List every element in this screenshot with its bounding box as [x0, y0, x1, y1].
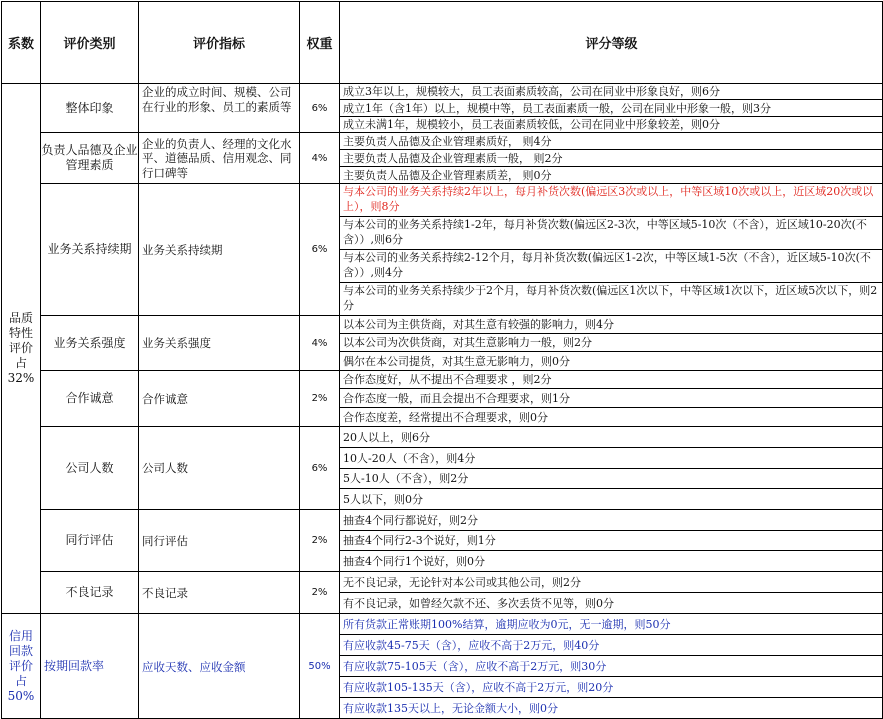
row-indicator: 企业的成立时间、规模、公司在行业的形象、员工的素质等: [138, 83, 299, 132]
row-category: 业务关系强度: [40, 315, 138, 370]
grade-item: 抽查4个同行都说好，则2分: [339, 509, 883, 530]
header-weight: 权重: [299, 1, 339, 83]
grade-item: 与本公司的业务关系持续1-2年，每月补货次数(偏远区2-3次，中等区域5-10次（不含），近区域10-20次(不含））,则6分: [339, 216, 883, 249]
grade-item: 合作态度一般，而且会提出不合理要求，则1分: [339, 388, 883, 407]
grade-item: 有应收款135天以上，无论金额大小，则0分: [339, 697, 883, 719]
grade-item: 20人以上，则6分: [339, 426, 883, 447]
grade-item: 合作态度好，从不提出不合理要求 ，则2分: [339, 370, 883, 388]
row-indicator: 公司人数: [138, 426, 299, 509]
grade-item: 主要负责人品德及企业管理素质好， 则4分: [339, 132, 883, 149]
row-weight: 4%: [299, 315, 339, 370]
grade-item-highlight: 与本公司的业务关系持续2年以上，每月补货次数(偏远区3次或以上，中等区域10次或以上，近区域20次或以上），则8分: [339, 183, 883, 216]
group-quality-label: 品质 特性 评价 占 32%: [1, 83, 40, 613]
grade-item: 5人以下，则0分: [339, 488, 883, 509]
grade-item: 有应收款45-75天（含），应收不高于2万元，则40分: [339, 634, 883, 655]
grade-item: 5人-10人（不含），则2分: [339, 468, 883, 488]
row-category: 同行评估: [40, 509, 138, 571]
row-category: 公司人数: [40, 426, 138, 509]
row-indicator: 合作诚意: [138, 370, 299, 426]
grade-item: 与本公司的业务关系持续少于2个月，每月补货次数(偏远区1次以下，中等区域1次以下，近区域5次以下，则2分: [339, 282, 883, 315]
row-indicator: 业务关系强度: [138, 315, 299, 370]
row-category: 业务关系持续期: [40, 183, 138, 315]
grade-item: 以本公司为主供货商，对其生意有较强的影响力，则4分: [339, 315, 883, 333]
group-credit-label: 信用 回款 评价 占 50%: [1, 613, 40, 719]
grade-item: 主要负责人品德及企业管理素质差， 则0分: [339, 166, 883, 183]
grade-item: 成立3年以上，规模较大，员工表面素质较高，公司在同业中形象良好，则6分: [339, 83, 883, 99]
row-weight: 6%: [299, 183, 339, 315]
header-category: 评价类别: [40, 1, 138, 83]
row-indicator: 业务关系持续期: [138, 183, 299, 315]
row-weight: 2%: [299, 370, 339, 426]
grade-item: 成立1年（含1年）以上，规模中等，员工表面素质一般，公司在同业中形象一般，则3分: [339, 99, 883, 116]
row-indicator: 企业的负责人、经理的文化水平、道德品质、信用观念、同行口碑等: [138, 132, 299, 183]
header-grade: 评分等级: [339, 1, 883, 83]
row-indicator: 同行评估: [138, 509, 299, 571]
row-indicator: 不良记录: [138, 571, 299, 613]
grade-item: 偶尔在本公司提货，对其生意无影响力，则0分: [339, 351, 883, 370]
row-category: 不良记录: [40, 571, 138, 613]
row-category: 负责人品德及企业管理素质: [40, 132, 138, 183]
row-weight: 6%: [299, 83, 339, 132]
header-coef: 系数: [1, 1, 40, 83]
grade-item: 有应收款75-105天（含），应收不高于2万元，则30分: [339, 655, 883, 676]
header-indicator: 评价指标: [138, 1, 299, 83]
grade-item: 合作态度差，经常提出不合理要求，则0分: [339, 407, 883, 426]
grade-item: 成立未满1年，规模较小，员工表面素质较低，公司在同业中形象较差，则0分: [339, 116, 883, 132]
row-weight: 2%: [299, 509, 339, 571]
grade-item: 有应收款105-135天（含），应收不高于2万元，则20分: [339, 676, 883, 697]
grade-item: 10人-20人（不含），则4分: [339, 447, 883, 468]
row-weight: 2%: [299, 571, 339, 613]
row-category: 合作诚意: [40, 370, 138, 426]
grade-item: 所有货款正常账期100%结算，逾期应收为0元，无一逾期，则50分: [339, 613, 883, 634]
grade-item: 抽查4个同行1个说好，则0分: [339, 550, 883, 571]
row-indicator: 应收天数、应收金额: [138, 613, 299, 719]
grade-item: 与本公司的业务关系持续2-12个月，每月补货次数(偏远区1-2次，中等区域1-5次（不含），近区域5-10次(不含））,则4分: [339, 249, 883, 282]
row-weight: 6%: [299, 426, 339, 509]
grade-item: 有不良记录，如曾经欠款不还、多次丢货不见等，则0分: [339, 592, 883, 613]
grade-item: 无不良记录，无论针对本公司或其他公司，则2分: [339, 571, 883, 592]
grade-item: 抽查4个同行2-3个说好，则1分: [339, 530, 883, 550]
grade-item: 主要负责人品德及企业管理素质一般， 则2分: [339, 149, 883, 166]
grade-item: 以本公司为次供货商，对其生意影响力一般，则2分: [339, 333, 883, 351]
row-weight: 4%: [299, 132, 339, 183]
row-weight: 50%: [299, 613, 339, 719]
row-category: 整体印象: [40, 83, 138, 132]
row-category: 按期回款率: [40, 613, 138, 719]
